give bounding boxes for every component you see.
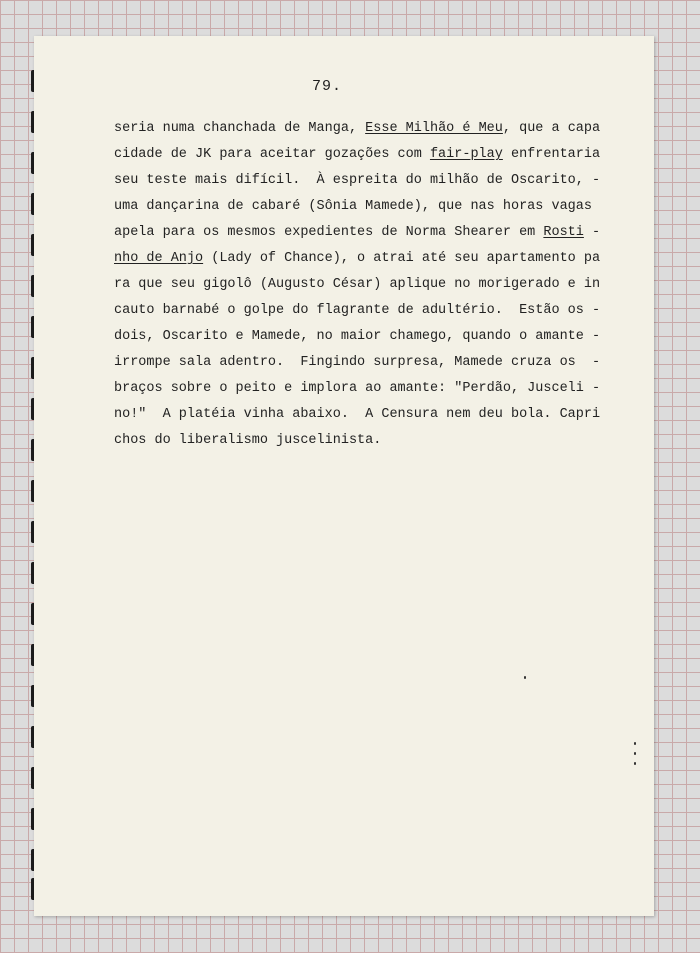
text-line: [114, 116, 634, 142]
text-segment: ra que seu gigolô (Augusto César) aplique no morigerado e in: [114, 277, 601, 292]
text-segment: cauto barnabé o golpe do flagrante de adultério. Estão os -: [114, 303, 601, 318]
text-segment: cidade de JK para aceitar gozações com: [114, 147, 430, 162]
underlined-text: Rosti: [543, 225, 584, 240]
text-segment: (Lady of Chance), o atrai até seu apartamento pa: [203, 251, 601, 266]
text-segment: , que a capa: [502, 121, 601, 136]
text-segment: enfrentaria: [502, 147, 601, 162]
ink-speck: [634, 752, 636, 755]
text-segment: uma dançarina de cabaré (Sônia Mamede), que nas horas vagas: [114, 199, 592, 214]
text-line: [114, 142, 634, 168]
text-segment: -: [583, 225, 601, 240]
underlined-text: fair-play: [429, 147, 503, 162]
typewritten-page: [34, 36, 654, 916]
text-line: [114, 194, 634, 220]
text-line: [114, 402, 634, 428]
underlined-text: Esse Milhão é Meu: [365, 121, 503, 136]
text-line: [114, 220, 634, 246]
text-line: [114, 272, 634, 298]
text-segment: no!" A platéia vinha abaixo. A Censura nem deu bola. Capri: [114, 407, 601, 422]
text-segment: chos do liberalismo juscelinista.: [114, 433, 382, 448]
page-number: 79.: [312, 78, 343, 95]
text-line: [114, 350, 634, 376]
text-line: [114, 428, 634, 454]
underlined-text: nho de Anjo: [114, 251, 204, 266]
text-segment: dois, Oscarito e Mamede, no maior chamego, quando o amante -: [114, 329, 601, 344]
ink-speck: [634, 762, 636, 765]
text-line: [114, 324, 634, 350]
ink-speck: [634, 742, 636, 745]
text-segment: apela para os mesmos expedientes de Norma Shearer em: [114, 225, 544, 240]
text-line: [114, 246, 634, 272]
text-segment: seu teste mais difícil. À espreita do milhão de Oscarito, -: [114, 173, 601, 188]
text-segment: seria numa chanchada de Manga,: [114, 121, 366, 136]
text-line: [114, 298, 634, 324]
body-text: [114, 116, 634, 454]
text-segment: irrompe sala adentro. Fingindo surpresa, Mamede cruza os -: [114, 355, 601, 370]
text-line: [114, 376, 634, 402]
text-line: [114, 168, 634, 194]
ink-speck: [524, 676, 526, 679]
text-segment: braços sobre o peito e implora ao amante: "Perdão, Jusceli -: [114, 381, 601, 396]
